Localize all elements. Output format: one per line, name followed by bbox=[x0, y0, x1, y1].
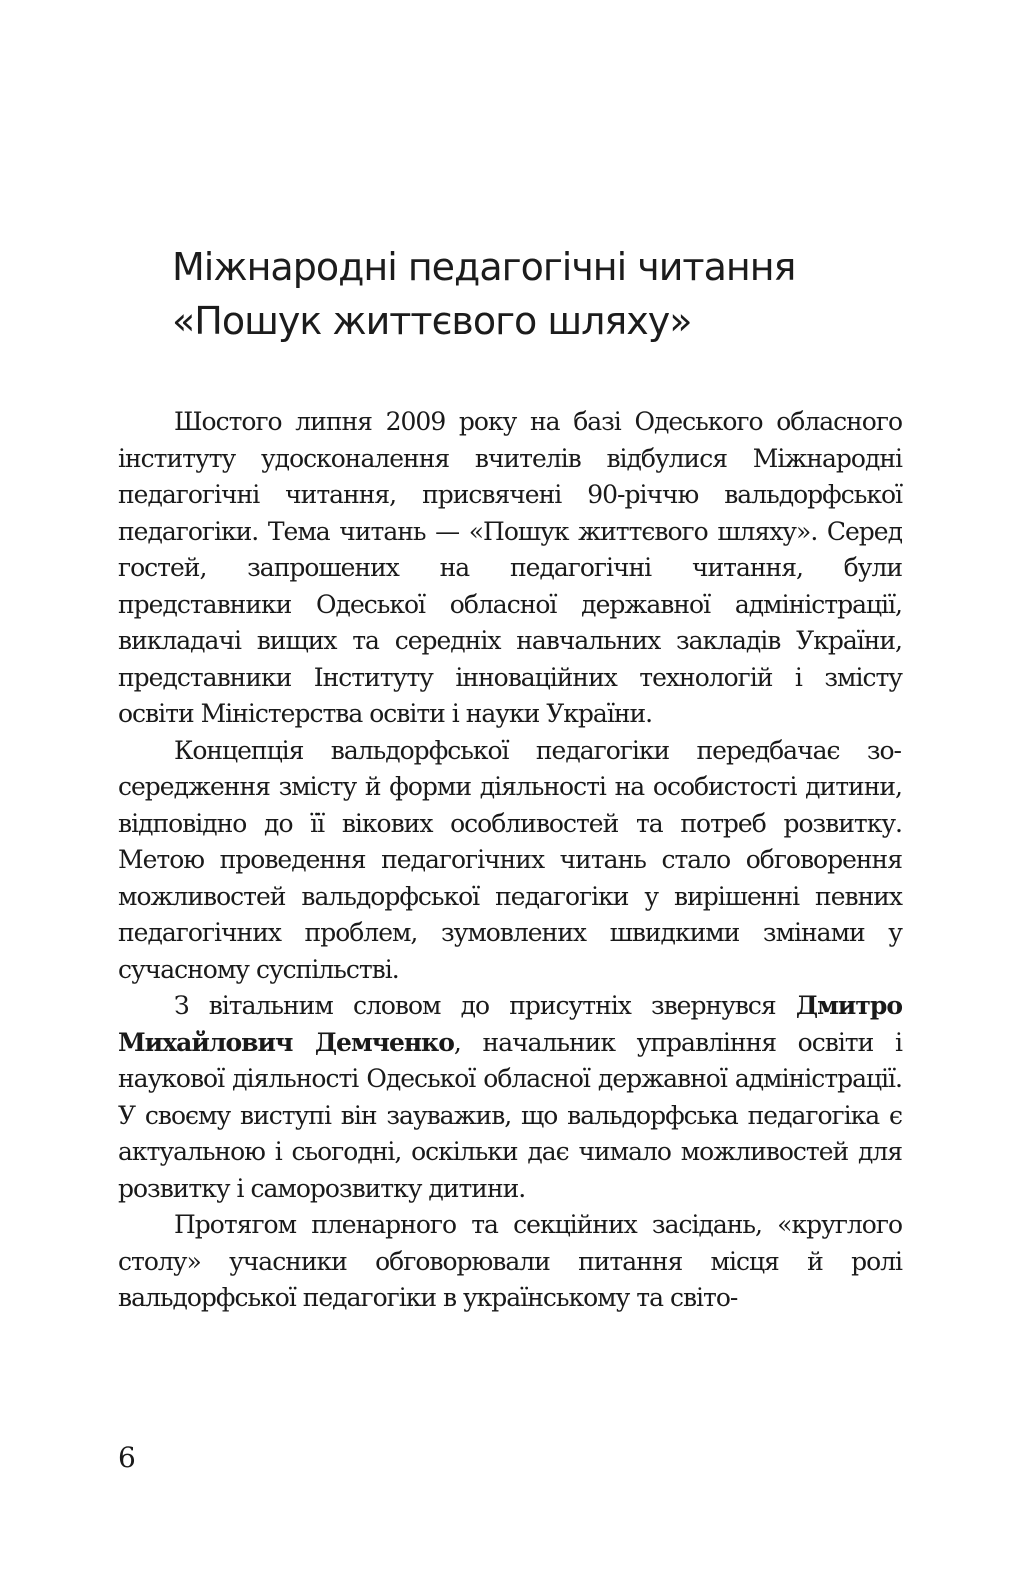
paragraph-3 bbox=[118, 988, 902, 1207]
speaker-name: Дмитро Михайлович Демченко bbox=[118, 991, 902, 1057]
paragraph-4: Протягом пленарного та секційних засідань, «круглого столу» учасники обговорювали питання місця й ролі вальдорфської педагогіки в українському та світо- bbox=[118, 1210, 902, 1312]
page-number: 6 bbox=[118, 1441, 136, 1474]
article-body bbox=[118, 404, 902, 1317]
title-line-1: Міжнародні педагогічні читання bbox=[172, 245, 796, 289]
paragraph-3-intro: З вітальним словом до присутніх звернувся bbox=[174, 991, 796, 1020]
paragraph-2: Концепція вальдорфської педагогіки передбачає зосередження змісту й форми діяльності на особистості дитини, відповідно до її вікових особливостей та потреб розвитку. Метою проведення педагогічних читань стало обговорення можливостей вальдорфської педагогіки у вирішенні певних педагогічних проблем, зумовлених швидкими змінами у сучасному суспільстві. bbox=[118, 735, 902, 984]
paragraph-3-rest: , начальник управління освіти і наукової діяльності Одеської обласної державної адміністрації. У своєму виступі він зауважив, що вальдорфська педагогіка є актуальною і сьогодні, оскільки дає чимало можливостей для розвитку і саморозвитку дитини. bbox=[118, 1027, 902, 1203]
page-title bbox=[172, 240, 932, 348]
title-line-2: «Пошук життєвого шляху» bbox=[172, 299, 692, 343]
paragraph-1: Шостого липня 2009 року на базі Одеського обласного інституту удосконалення вчителів відбулися Міжнародні педагогічні читання, присвячені 90-річчю вальдорфської педагогіки. Тема читань — «Пошук життєвого шляху». Серед гостей, запрошених на педагогічні читання, були представники Одеської обласної державної адміністрації, викладачі вищих та середніх навчальних закладів України, представники Інституту інноваційних технологій і змісту освіти Міністерства освіти і науки України. bbox=[118, 407, 902, 728]
